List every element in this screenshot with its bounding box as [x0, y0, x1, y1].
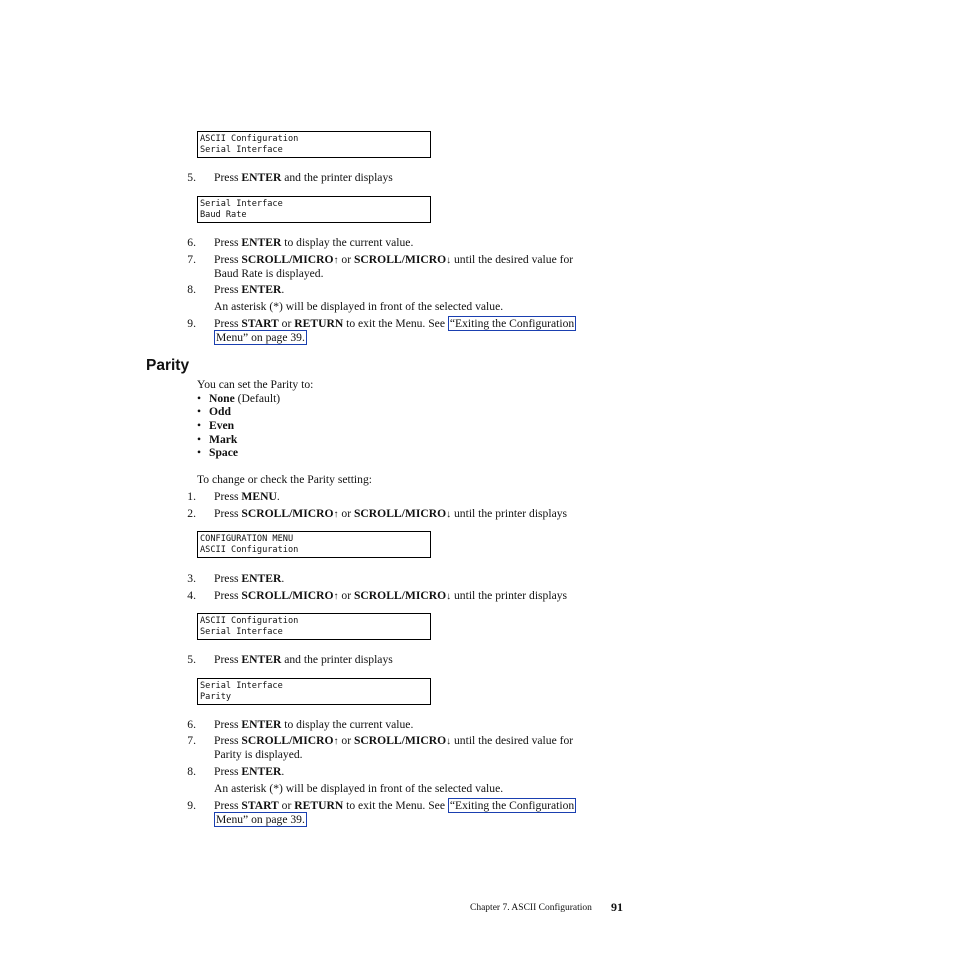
text: Press [214, 589, 242, 602]
option-label: Mark [209, 433, 238, 446]
arrow-up-icon: ↑ [333, 591, 339, 602]
step-number: 5. [187, 653, 196, 666]
step-number: 4. [187, 589, 196, 602]
step-number: 9. [187, 799, 196, 812]
lcd-line: ASCII Configuration [200, 545, 299, 555]
list-item [197, 419, 235, 433]
key-name: ENTER [241, 653, 282, 666]
text: . [281, 283, 285, 296]
text: to display the current value. [281, 718, 414, 731]
page-number: 91 [611, 900, 623, 914]
step-number: 8. [187, 283, 196, 296]
key-name: SCROLL/MICRO [241, 507, 334, 520]
text: Press [214, 490, 242, 503]
key-name: MENU [241, 490, 277, 503]
text: to display the current value. [281, 236, 414, 249]
step-number: 8. [187, 765, 196, 778]
text: Press [214, 236, 242, 249]
lcd-display [197, 678, 431, 705]
lcd-line: ASCII Configuration [200, 616, 299, 626]
text: Parity is displayed. [214, 748, 303, 761]
text: or [278, 317, 295, 330]
list-item [197, 405, 231, 419]
text: to exit the Menu. See [343, 799, 448, 812]
lcd-line: Serial Interface [200, 145, 283, 155]
text: until the desired value for [451, 734, 574, 747]
key-name: ENTER [241, 718, 282, 731]
text: Press [214, 718, 242, 731]
lcd-line: Serial Interface [200, 681, 283, 691]
key-name: ENTER [241, 765, 282, 778]
key-name: RETURN [294, 317, 344, 330]
key-name: RETURN [294, 799, 344, 812]
step-number: 6. [187, 718, 196, 731]
step-number: 6. [187, 236, 196, 249]
text: Press [214, 734, 242, 747]
step-number: 2. [187, 507, 196, 520]
text: Press [214, 317, 242, 330]
key-name: START [241, 799, 279, 812]
lcd-line: CONFIGURATION MENU [200, 534, 294, 544]
bullet-icon: • [197, 392, 202, 405]
change-intro: To change or check the Parity setting: [197, 473, 372, 486]
key-name: SCROLL/MICRO [241, 589, 334, 602]
key-name: SCROLL/MICRO [353, 589, 447, 602]
list-item [197, 392, 281, 406]
arrow-down-icon: ↓ [446, 736, 452, 747]
step-number: 9. [187, 317, 196, 330]
text: Press [214, 507, 242, 520]
arrow-up-icon: ↑ [333, 255, 339, 266]
text: or [278, 799, 295, 812]
lcd-display [197, 531, 431, 558]
parity-intro: You can set the Parity to: [197, 378, 314, 391]
text: Press [214, 171, 242, 184]
arrow-down-icon: ↓ [446, 591, 452, 602]
key-name: SCROLL/MICRO [353, 253, 447, 266]
text: Press [214, 253, 242, 266]
exiting-configuration-link[interactable]: Menu” on page 39. [216, 813, 305, 826]
text: . [276, 490, 280, 503]
bullet-icon: • [197, 405, 202, 418]
exiting-configuration-link[interactable]: “Exiting the Configuration [449, 317, 575, 330]
option-label: Odd [209, 405, 231, 418]
text: Press [214, 653, 242, 666]
step-number: 1. [187, 490, 196, 503]
exiting-configuration-link[interactable]: “Exiting the Configuration [449, 799, 575, 812]
lcd-display [197, 196, 431, 223]
key-name: SCROLL/MICRO [241, 734, 334, 747]
option-label: None [209, 392, 235, 405]
text: until the desired value for [451, 253, 574, 266]
section-heading: Parity [146, 357, 190, 374]
lcd-line: Baud Rate [200, 210, 247, 220]
text: or [338, 589, 354, 602]
text: and the printer displays [281, 653, 393, 666]
text: Press [214, 283, 242, 296]
asterisk-note: An asterisk (*) will be displayed in front of the selected value. [214, 782, 504, 795]
text: or [338, 734, 354, 747]
key-name: ENTER [241, 283, 282, 296]
asterisk-note: An asterisk (*) will be displayed in front of the selected value. [214, 300, 504, 313]
bullet-icon: • [197, 419, 202, 432]
text: and the printer displays [281, 171, 393, 184]
arrow-down-icon: ↓ [446, 255, 452, 266]
bullet-icon: • [197, 446, 202, 459]
arrow-up-icon: ↑ [333, 509, 339, 520]
key-name: ENTER [241, 236, 282, 249]
text: until the printer displays [451, 589, 568, 602]
step-number: 7. [187, 734, 196, 747]
list-item [197, 446, 238, 460]
option-label: Even [209, 419, 235, 432]
key-name: ENTER [241, 572, 282, 585]
key-name: SCROLL/MICRO [353, 734, 447, 747]
text: to exit the Menu. See [343, 317, 448, 330]
lcd-display [197, 131, 431, 158]
text: . [281, 572, 285, 585]
text: or [338, 507, 354, 520]
option-label: Space [209, 446, 238, 459]
option-note: (Default) [234, 392, 281, 405]
arrow-down-icon: ↓ [446, 509, 452, 520]
lcd-line: Serial Interface [200, 627, 283, 637]
lcd-line: ASCII Configuration [200, 134, 299, 144]
text: until the printer displays [451, 507, 568, 520]
step-number: 5. [187, 171, 196, 184]
bullet-icon: • [197, 433, 202, 446]
lcd-line: Serial Interface [200, 199, 283, 209]
list-item [197, 433, 238, 447]
step-number: 3. [187, 572, 196, 585]
text: or [338, 253, 354, 266]
lcd-display [197, 613, 431, 640]
arrow-up-icon: ↑ [333, 736, 339, 747]
step-number: 7. [187, 253, 196, 266]
text: . [281, 765, 285, 778]
text: Press [214, 572, 242, 585]
text: Press [214, 765, 242, 778]
key-name: ENTER [241, 171, 282, 184]
key-name: SCROLL/MICRO [353, 507, 447, 520]
key-name: SCROLL/MICRO [241, 253, 334, 266]
text: Baud Rate is displayed. [214, 267, 324, 280]
lcd-line: Parity [200, 692, 232, 702]
text: Press [214, 799, 242, 812]
footer-chapter: Chapter 7. ASCII Configuration [470, 903, 592, 913]
key-name: START [241, 317, 279, 330]
exiting-configuration-link[interactable]: Menu” on page 39. [216, 331, 305, 344]
